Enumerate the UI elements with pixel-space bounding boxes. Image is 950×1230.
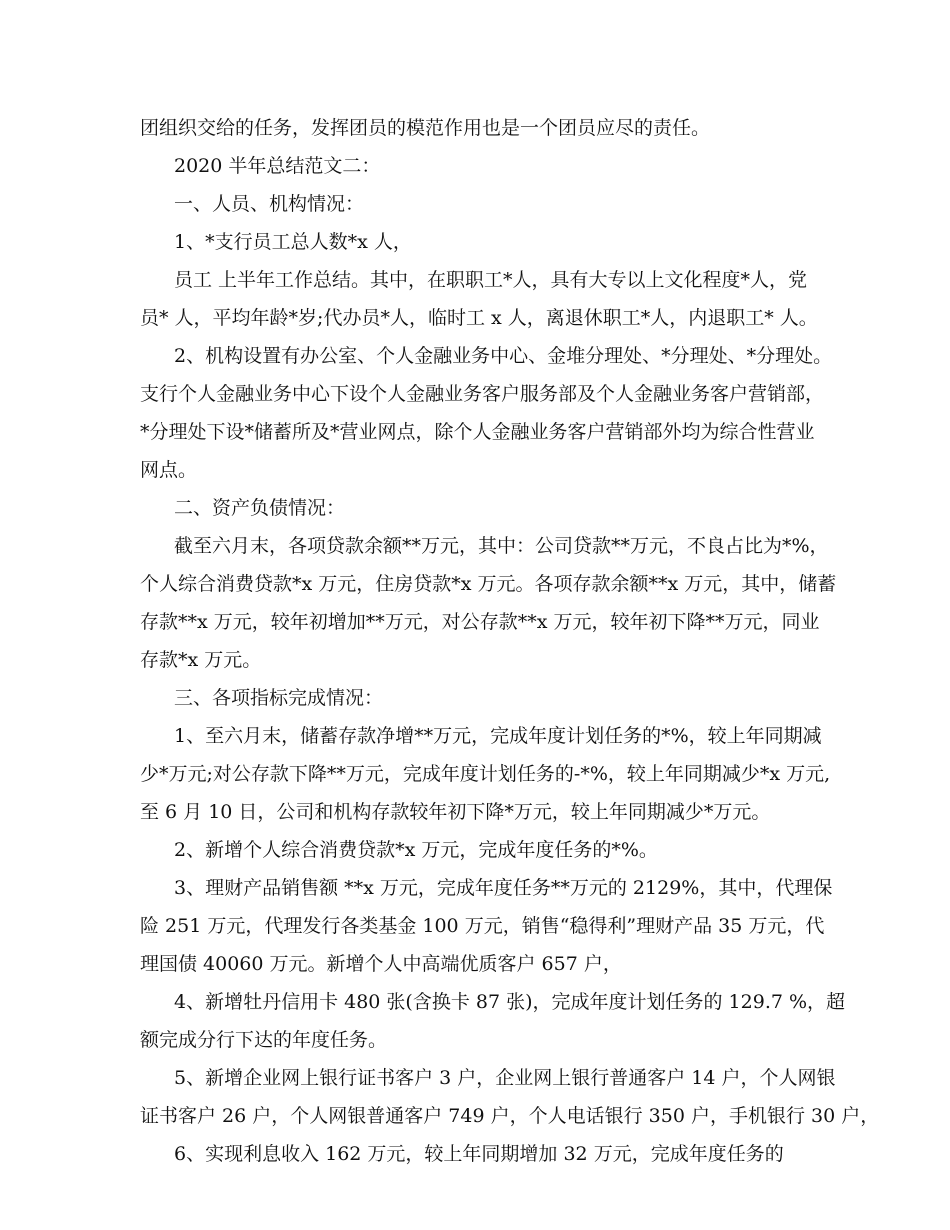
section-heading: 一、人员、机构情况：: [174, 193, 365, 215]
text-line: 理国债 40060 万元。新增个人中高端优质客户 657 户，: [140, 953, 622, 975]
text-line: 额完成分行下达的年度任务。: [140, 1029, 388, 1051]
text-line: 员* 人，平均年龄*岁;代办员*人，临时工 x 人，离退休职工*人，内退职工* 人。: [140, 307, 818, 329]
section-title: 2020 半年总结范文二：: [174, 155, 381, 177]
text-line: 证书客户 26 户，个人网银普通客户 749 户，个人电话银行 350 户，手机银行 30 户，: [140, 1105, 880, 1127]
text-line: 支行个人金融业务中心下设个人金融业务客户服务部及个人金融业务客户营销部，: [140, 383, 825, 405]
text-line: 3、理财产品销售额 **x 万元，完成年度任务**万元的 2129%，其中，代理保: [174, 877, 833, 899]
text-line: 员工 上半年工作总结。其中，在职职工*人，具有大专以上文化程度*人，党: [174, 269, 808, 291]
text-line: 2、机构设置有办公室、个人金融业务中心、金堆分理处、*分理处、*分理处。: [174, 345, 833, 367]
text-line: 至 6 月 10 日，公司和机构存款较年初下降*万元，较上年同期减少*万元。: [140, 801, 771, 823]
text-line: 险 251 万元，代理发行各类基金 100 万元，销售“稳得利”理财产品 35 万元，代: [140, 915, 825, 937]
text-line: 1、*支行员工总人数*x 人，: [174, 231, 412, 253]
text-line: 截至六月末，各项贷款余额**万元，其中：公司贷款**万元，不良占比为*%，: [174, 535, 829, 557]
section-heading: 二、资产负债情况：: [174, 497, 346, 519]
text-line: 存款**x 万元，较年初增加**万元，对公存款**x 万元，较年初下降**万元，同业: [140, 611, 820, 633]
text-line: 个人综合消费贷款*x 万元，住房贷款*x 万元。各项存款余额**x 万元，其中，储蓄: [140, 573, 837, 595]
text-line: 团组织交给的任务，发挥团员的模范作用也是一个团员应尽的责任。: [140, 117, 711, 139]
text-line: 存款*x 万元。: [140, 649, 262, 671]
text-line: *分理处下设*储蓄所及*营业网点，除个人金融业务客户营销部外均为综合性营业: [140, 421, 815, 443]
section-heading: 三、各项指标完成情况：: [174, 687, 384, 709]
text-line: 6、实现利息收入 162 万元，较上年同期增加 32 万元，完成年度任务的: [174, 1143, 784, 1165]
text-line: 1、至六月末，储蓄存款净增**万元，完成年度计划任务的*%，较上年同期减: [174, 725, 822, 747]
text-line: 少*万元;对公存款下降**万元，完成年度计划任务的-*%，较上年同期减少*x 万元,: [140, 763, 831, 785]
text-line: 2、新增个人综合消费贷款*x 万元，完成年度任务的*%。: [174, 839, 658, 861]
text-line: 网点。: [140, 459, 198, 481]
text-line: 4、新增牡丹信用卡 480 张(含换卡 87 张)，完成年度计划任务的 129.7 %，超: [174, 991, 846, 1013]
text-line: 5、新增企业网上银行证书客户 3 户，企业网上银行普通客户 14 户，个人网银: [174, 1067, 836, 1089]
